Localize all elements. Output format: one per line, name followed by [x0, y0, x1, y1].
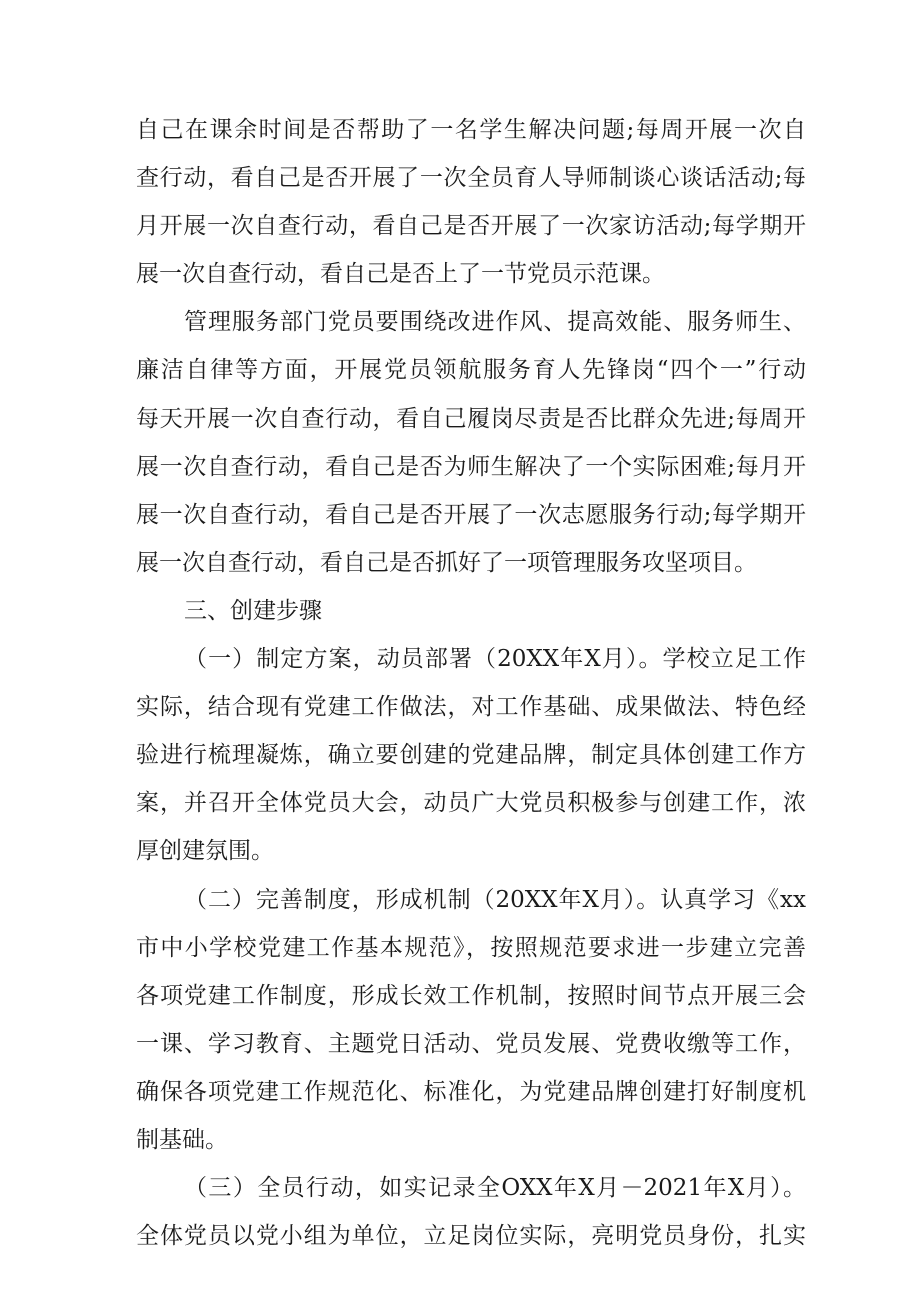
paragraph-step-three	[136, 1164, 806, 1260]
text-line: （二）完善制度，形成机制（20XX年X月）。认真学习《xx	[184, 886, 806, 913]
text-line: 查行动，看自己是否开展了一次全员育人导师制谈心谈话活动;每	[136, 165, 806, 192]
text-line: 展一次自查行动，看自己是否开展了一次志愿服务行动;每学期开	[136, 501, 806, 528]
text-line: 展一次自查行动，看自己是否上了一节党员示范课。	[136, 261, 665, 288]
text-line: 管理服务部门党员要围绕改进作风、提高效能、服务师生、	[184, 309, 806, 336]
text-line: 月开展一次自查行动，看自己是否开展了一次家访活动;每学期开	[136, 213, 806, 240]
heading-line: 三、创建步骤	[184, 597, 322, 624]
text-line: 展一次自查行动，看自己是否为师生解决了一个实际困难;每月开	[136, 453, 806, 480]
text-line: 确保各项党建工作规范化、标准化，为党建品牌创建打好制度机	[136, 1078, 806, 1105]
text-line: （三）全员行动，如实记录全OXX年X月－2021年X月）。	[184, 1175, 806, 1202]
text-line: 制基础。	[136, 1126, 228, 1153]
text-line: 展一次自查行动，看自己是否抓好了一项管理服务攻坚项目。	[136, 549, 757, 576]
section-heading-steps	[136, 587, 806, 635]
text-line: 验进行梳理凝炼，确立要创建的党建品牌，制定具体创建工作方	[136, 742, 806, 769]
text-line: 实际，结合现有党建工作做法，对工作基础、成果做法、特色经	[136, 694, 806, 721]
text-line: 廉洁自律等方面，开展党员领航服务育人先锋岗“四个一”行动	[136, 357, 806, 384]
document-body	[136, 106, 806, 1260]
text-line: 全体党员以党小组为单位，立足岗位实际，亮明党员身份，扎实	[136, 1223, 806, 1250]
text-line: 案，并召开全体党员大会，动员广大党员积极参与创建工作，浓	[136, 790, 806, 817]
text-line: 各项党建工作制度，形成长效工作机制，按照时间节点开展三会	[136, 982, 806, 1009]
paragraph-teacher-selfcheck	[136, 106, 806, 298]
text-line: 自己在课余时间是否帮助了一名学生解决问题;每周开展一次自	[136, 117, 806, 143]
paragraph-management-service	[136, 298, 806, 587]
text-line: 厚创建氛围。	[136, 838, 274, 865]
paragraph-step-two	[136, 876, 806, 1165]
text-line: 一课、学习教育、主题党日活动、党员发展、党费收缴等工作，	[136, 1030, 806, 1057]
text-line: （一）制定方案，动员部署（20XX年X月）。学校立足工作	[184, 646, 806, 673]
paragraph-step-one	[136, 635, 806, 875]
text-line: 每天开展一次自查行动，看自己履岗尽责是否比群众先进;每周开	[136, 405, 806, 432]
text-line: 市中小学校党建工作基本规范》，按照规范要求进一步建立完善	[136, 934, 806, 961]
